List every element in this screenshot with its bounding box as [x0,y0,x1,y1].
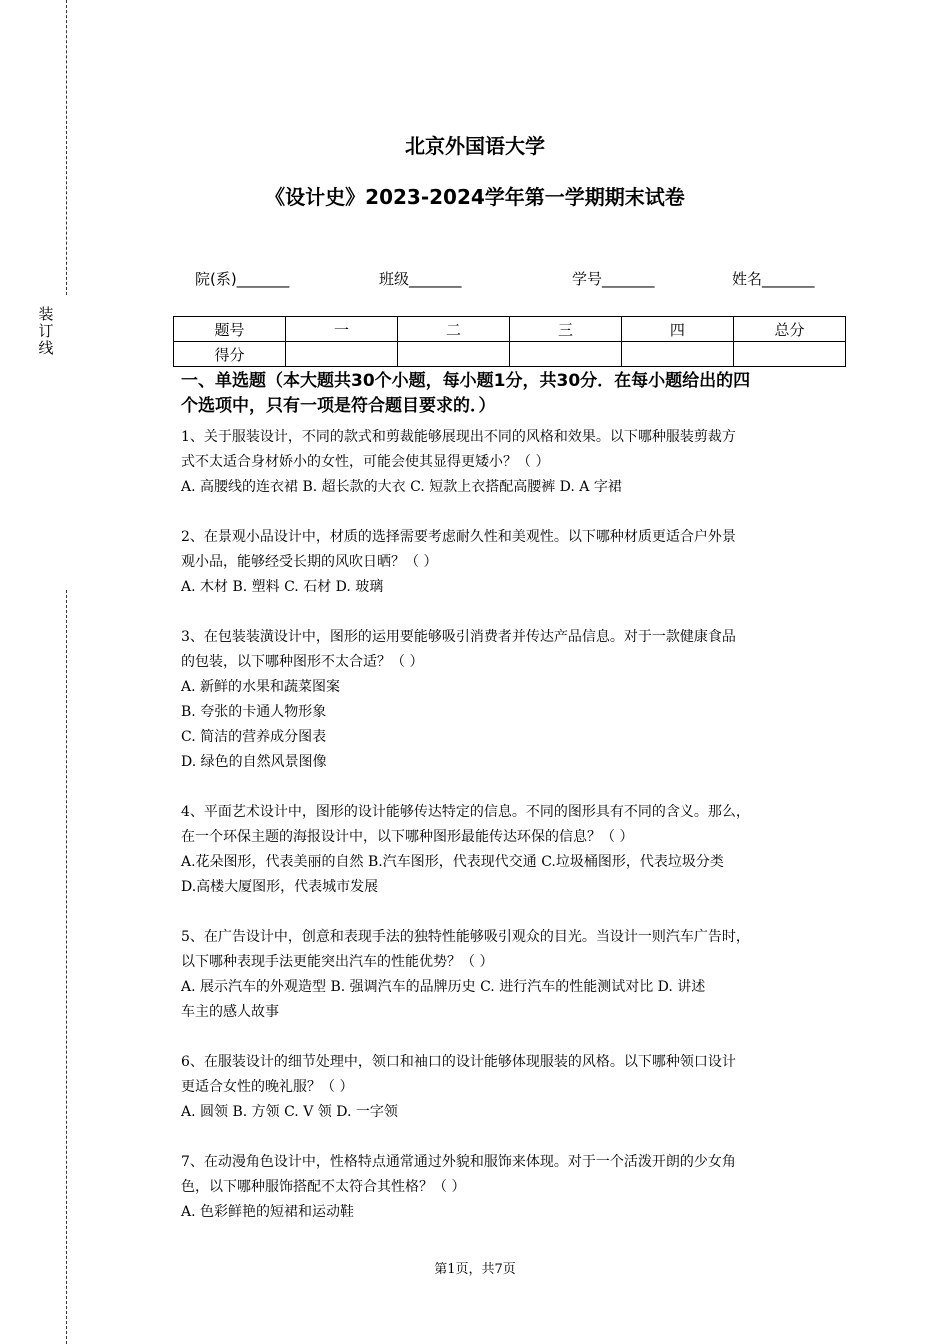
score-table-header-row [174,317,846,342]
question-4 [181,800,851,900]
binding-char: 订 [38,322,54,340]
exam-title: 《设计史》2023-2024学年第一学期期末试卷 [265,185,685,209]
question-options: A.花朵图形，代表美丽的自然 B.汽车图形，代表现代交通 C.垃圾桶图形，代表垃圾分类 [181,854,724,870]
exam-content [181,369,851,1225]
question-option: C. 简洁的营养成分图表 [181,729,327,745]
question-options: 车主的感人故事 [181,1004,279,1020]
question-text-line: 5、在广告设计中，创意和表现手法的独特性能够吸引观众的目光。当设计一则汽车广告时， [181,929,750,945]
score-header-cell: 一 [285,317,397,342]
question-text-line: 6、在服装设计的细节处理中，领口和袖口的设计能够体现服装的风格。以下哪种领口设计 [181,1054,736,1070]
question-option: A. 色彩鲜艳的短裙和运动鞋 [181,1204,355,1220]
section-heading [181,369,851,419]
question-5 [181,925,851,1025]
question-text-line: 4、平面艺术设计中，图形的设计能够传达特定的信息。不同的图形具有不同的含义。那么， [181,804,750,820]
binding-dashed-line-bottom [66,590,67,1344]
question-option: D. 绿色的自然风景图像 [181,754,327,770]
question-text-line: 观小品，能够经受长期的风吹日晒？（ ） [181,554,438,570]
score-header-cell: 二 [397,317,509,342]
question-text-line: 7、在动漫角色设计中，性格特点通常通过外貌和服饰来体现。对于一个活泼开朗的少女角 [181,1154,736,1170]
question-options: A. 高腰线的连衣裙 B. 超长款的大衣 C. 短款上衣搭配高腰裤 D. A 字裙 [181,479,622,495]
score-header-cell: 总分 [733,317,845,342]
question-text-line: 式不太适合身材娇小的女性，可能会使其显得更矮小？（ ） [181,454,550,470]
question-text-line: 2、在景观小品设计中，材质的选择需要考虑耐久性和美观性。以下哪种材质更适合户外景 [181,529,736,545]
question-options: A. 木材 B. 塑料 C. 石材 D. 玻璃 [181,579,384,595]
score-cell [621,342,733,367]
score-header-cell: 四 [621,317,733,342]
score-table-score-row [174,342,846,367]
question-text-line: 以下哪种表现手法更能突出汽车的性能优势？（ ） [181,954,494,970]
class-field: 班级_______ [379,270,462,288]
name-field: 姓名_______ [732,270,815,288]
question-text-line: 1、关于服装设计，不同的款式和剪裁能够展现出不同的风格和效果。以下哪种服装剪裁方 [181,429,736,445]
question-option: A. 新鲜的水果和蔬菜图案 [181,679,341,695]
question-options: D.高楼大厦图形，代表城市发展 [181,879,379,895]
score-cell [285,342,397,367]
score-row-label: 得分 [174,342,286,367]
binding-char: 装 [38,305,54,323]
question-3 [181,625,851,775]
question-7 [181,1150,851,1225]
section-heading-line: 个选项中，只有一项是符合题目要求的．） [181,396,496,416]
question-text-line: 的包装，以下哪种图形不太合适？（ ） [181,654,424,670]
university-title: 北京外国语大学 [405,134,545,158]
question-2 [181,525,851,600]
question-text-line: 更适合女性的晚礼服？（ ） [181,1079,354,1095]
page-footer: 第1页，共7页 [434,1262,516,1277]
section-heading-line: 一、单选题（本大题共30个小题，每小题1分，共30分．在每小题给出的四 [181,371,751,391]
score-header-cell: 题号 [174,317,286,342]
question-text-line: 在一个环保主题的海报设计中，以下哪种图形最能传达环保的信息？（ ） [181,829,634,845]
binding-label [36,306,56,357]
question-options: A. 展示汽车的外观造型 B. 强调汽车的品牌历史 C. 进行汽车的性能测试对比 D. 讲述 [181,979,706,995]
score-cell [509,342,621,367]
student-id-field: 学号_______ [572,270,655,288]
question-6 [181,1050,851,1125]
dept-field: 院(系)_______ [195,270,290,288]
question-text-line: 色，以下哪种服饰搭配不太符合其性格？（ ） [181,1179,466,1195]
score-header-cell: 三 [509,317,621,342]
score-cell [733,342,845,367]
score-table [173,316,846,367]
question-text-line: 3、在包装装潢设计中，图形的运用要能够吸引消费者并传达产品信息。对于一款健康食品 [181,629,736,645]
question-options: A. 圆领 B. 方领 C. V 领 D. 一字领 [181,1104,398,1120]
question-option: B. 夸张的卡通人物形象 [181,704,327,720]
binding-char: 线 [38,339,54,357]
score-cell [397,342,509,367]
question-1 [181,425,851,500]
